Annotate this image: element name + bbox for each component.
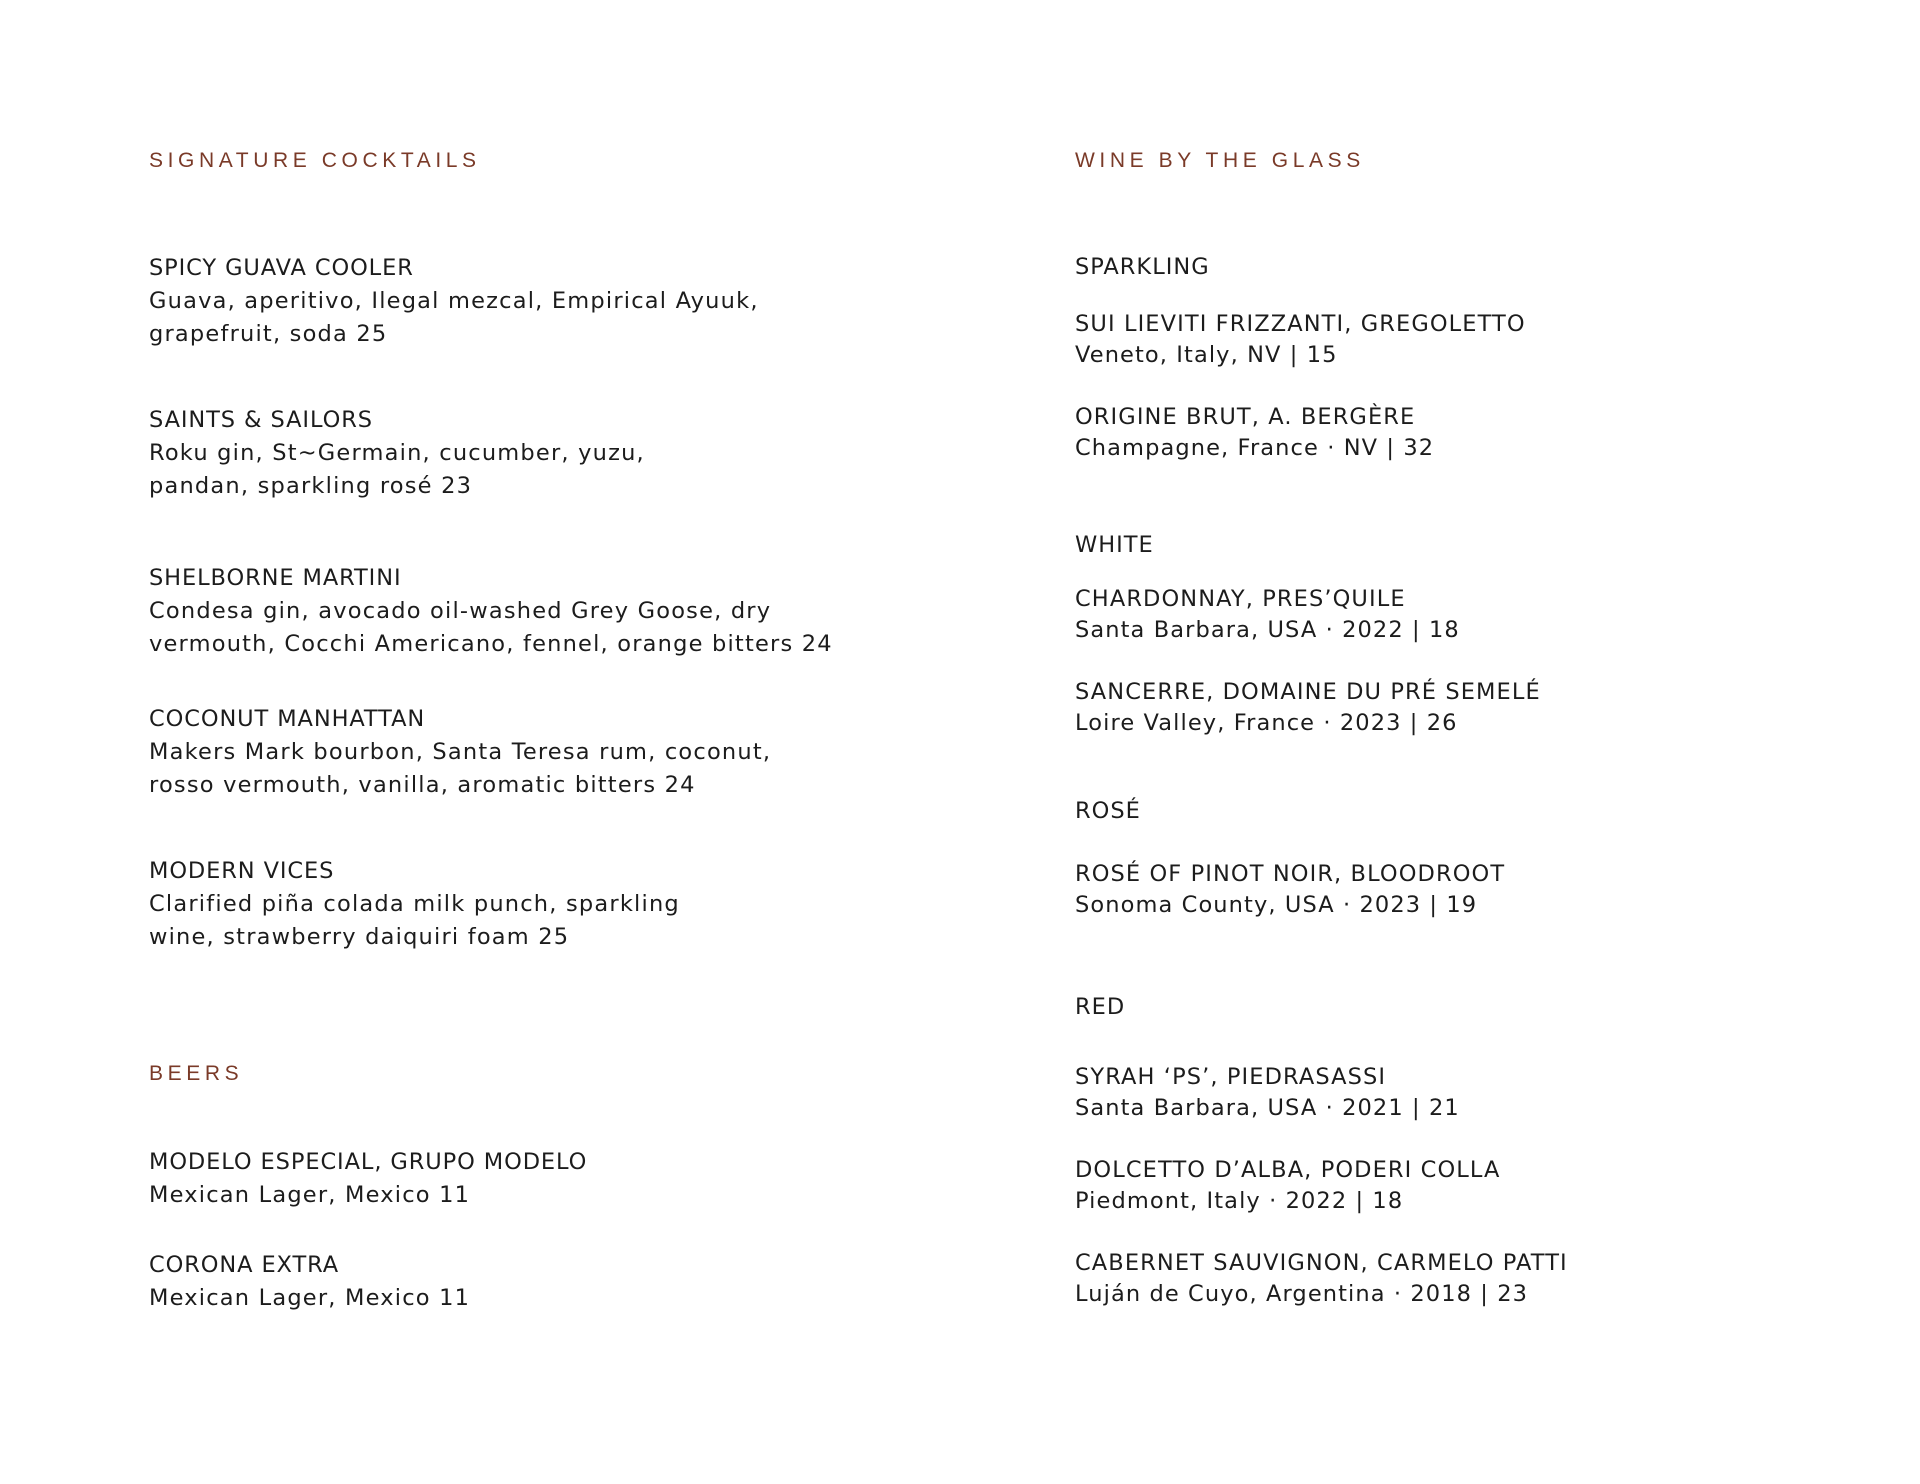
wine-name: ORIGINE BRUT, A. BERGÈRE [1075,404,1416,430]
wine-category-white: WHITE [1075,532,1154,558]
cocktail-description: Guava, aperitivo, Ilegal mezcal, Empirical Ayuuk, [149,288,759,314]
cocktail-description: Clarified piña colada milk punch, sparkling [149,891,680,917]
wine-name: SUI LIEVITI FRIZZANTI, GREGOLETTO [1075,311,1526,337]
wine-item-rose-of-pinot-noir [1075,859,1505,921]
cocktail-item-modern-vices [149,855,680,954]
beer-name: CORONA EXTRA [149,1252,340,1278]
wine-item-cabernet-sauvignon [1075,1248,1568,1310]
wine-name: CHARDONNAY, PRES’QUILE [1075,586,1406,612]
wine-category-red: RED [1075,994,1126,1020]
wine-name: DOLCETTO D’ALBA, PODERI COLLA [1075,1157,1501,1183]
wine-description: Loire Valley, France · 2023 | 26 [1075,710,1458,736]
wine-name: SANCERRE, DOMAINE DU PRÉ SEMELÉ [1075,679,1541,705]
wine-item-origine-brut [1075,402,1434,464]
wine-description: Santa Barbara, USA · 2022 | 18 [1075,617,1460,643]
cocktail-description: Roku gin, St~Germain, cucumber, yuzu, [149,440,645,466]
beer-description: Mexican Lager, Mexico 11 [149,1182,471,1208]
wine-item-sui-lieviti [1075,309,1526,371]
cocktail-item-saints-sailors [149,404,645,503]
wine-name: ROSÉ OF PINOT NOIR, BLOODROOT [1075,861,1506,887]
beer-item-modelo-especial [149,1146,587,1212]
wine-category-rose: ROSÉ [1075,798,1141,824]
cocktail-item-shelborne-martini [149,562,833,661]
cocktail-name: SPICY GUAVA COOLER [149,255,414,281]
cocktail-description: grapefruit, soda 25 [149,321,388,347]
wine-description: Champagne, France · NV | 32 [1075,435,1435,461]
wine-heading: WINE BY THE GLASS [1075,149,1365,172]
cocktail-description: pandan, sparkling rosé 23 [149,473,473,499]
cocktail-item-spicy-guava-cooler [149,252,759,351]
beer-item-corona-extra [149,1249,470,1315]
cocktails-heading: SIGNATURE COCKTAILS [149,149,481,172]
wine-item-dolcetto [1075,1155,1501,1217]
wine-item-chardonnay [1075,584,1460,646]
cocktail-description: Condesa gin, avocado oil-washed Grey Goose, dry [149,598,772,624]
wine-description: Santa Barbara, USA · 2021 | 21 [1075,1095,1460,1121]
cocktail-description: Makers Mark bourbon, Santa Teresa rum, coconut, [149,739,772,765]
cocktail-name: COCONUT MANHATTAN [149,706,426,732]
beer-name: MODELO ESPECIAL, GRUPO MODELO [149,1149,588,1175]
cocktail-name: SAINTS & SAILORS [149,407,373,433]
wine-description: Luján de Cuyo, Argentina · 2018 | 23 [1075,1281,1529,1307]
wine-description: Sonoma County, USA · 2023 | 19 [1075,892,1478,918]
cocktail-description: rosso vermouth, vanilla, aromatic bitters 24 [149,772,696,798]
wine-description: Piedmont, Italy · 2022 | 18 [1075,1188,1404,1214]
wine-name: SYRAH ‘PS’, PIEDRASASSI [1075,1064,1387,1090]
cocktail-name: MODERN VICES [149,858,335,884]
wine-item-syrah [1075,1062,1460,1124]
beers-heading: BEERS [149,1062,244,1085]
wine-item-sancerre [1075,677,1541,739]
wine-name: CABERNET SAUVIGNON, CARMELO PATTI [1075,1250,1568,1276]
cocktail-description: wine, strawberry daiquiri foam 25 [149,924,570,950]
beer-description: Mexican Lager, Mexico 11 [149,1285,471,1311]
cocktail-description: vermouth, Cocchi Americano, fennel, orange bitters 24 [149,631,833,657]
wine-description: Veneto, Italy, NV | 15 [1075,342,1338,368]
cocktail-name: SHELBORNE MARTINI [149,565,402,591]
wine-category-sparkling: SPARKLING [1075,254,1210,280]
cocktail-item-coconut-manhattan [149,703,771,802]
